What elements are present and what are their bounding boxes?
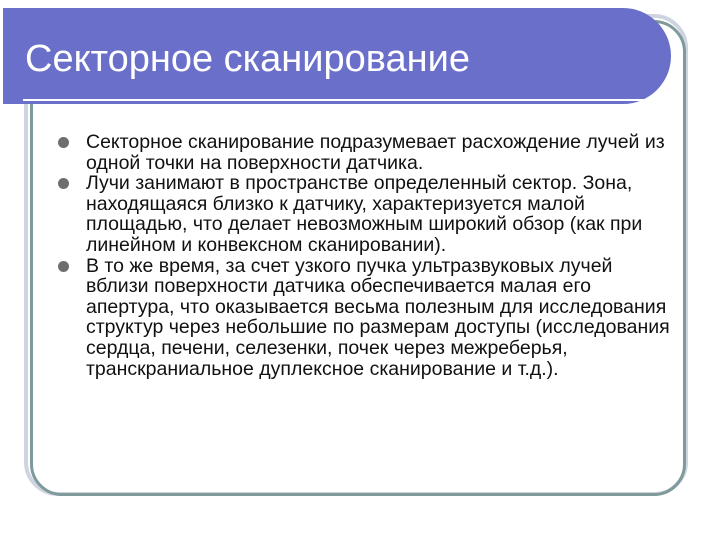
bullet-text: Лучи занимают в пространстве определенный сектор. Зона, находящаяся близко к датчику, характеризуется малой площадью, что делает невозможным широкий обзор (как при линейном и конвексном сканировании). bbox=[86, 172, 643, 256]
bullet-dot-icon bbox=[58, 178, 69, 189]
bullet-text: Секторное сканирование подразумевает расхождение лучей из одной точки на поверхности датчика. bbox=[86, 131, 665, 174]
bullet-list bbox=[58, 132, 670, 379]
bullet-item bbox=[58, 256, 670, 380]
slide-title: Секторное сканирование bbox=[25, 38, 470, 80]
bullet-text: В то же время, за счет узкого пучка ультразвуковых лучей вблизи поверхности датчика обеспечивается малая его апертура, что оказывается весьма полезным для исследования структур через небольшие по размерам доступы (исследования сердца, печени, селезенки, почек через межреберья, транскраниальное дуплексное сканирование и т.д.). bbox=[86, 254, 670, 380]
bullet-item bbox=[58, 132, 670, 173]
bullet-item bbox=[58, 173, 670, 255]
bullet-dot-icon bbox=[58, 137, 69, 148]
title-underline bbox=[23, 99, 659, 101]
bullet-dot-icon bbox=[58, 261, 69, 272]
title-banner bbox=[3, 8, 671, 104]
